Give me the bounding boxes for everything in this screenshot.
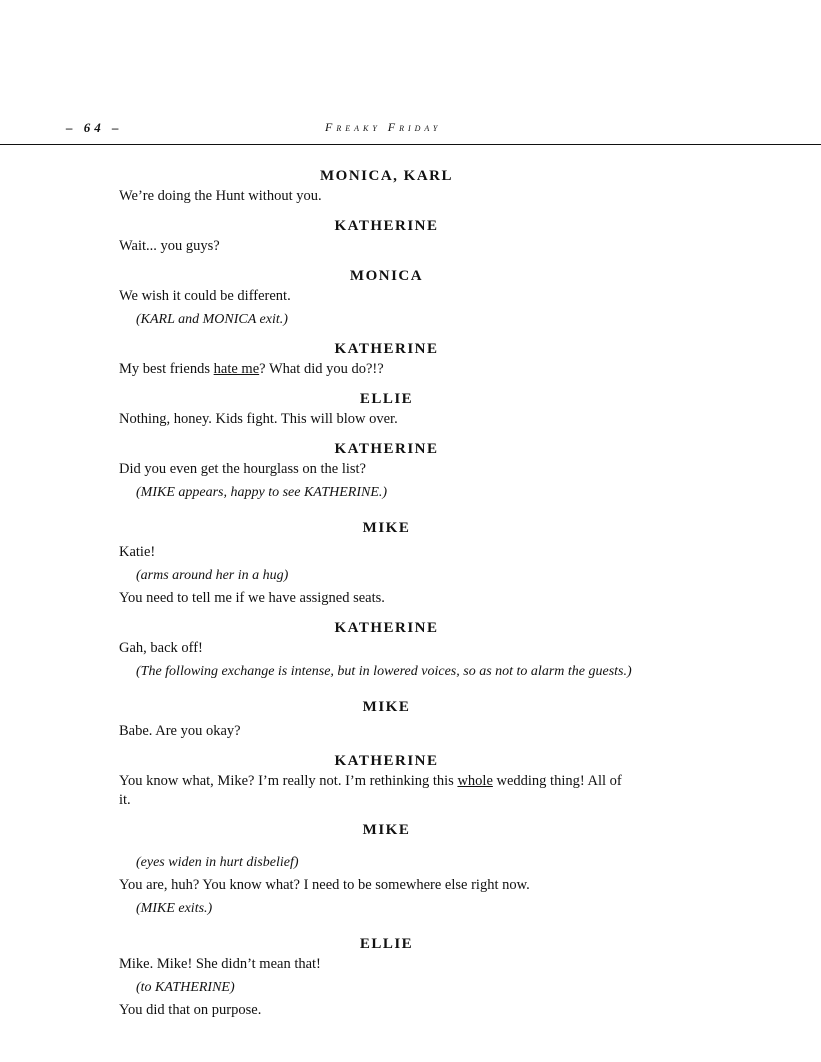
speaker-name: KATHERINE xyxy=(334,620,439,636)
speaker-name: MIKE xyxy=(362,520,411,536)
running-header xyxy=(0,120,821,140)
dialogue-line: Katie! xyxy=(119,544,156,560)
stage-direction: (eyes widen in hurt disbelief) xyxy=(136,855,299,870)
speaker-name: MIKE xyxy=(362,822,411,838)
dialogue-line: You did that on purpose. xyxy=(119,1002,262,1018)
speaker-name: ELLIE xyxy=(359,391,414,407)
dialogue-block xyxy=(119,338,659,379)
dialogue-line: Did you even get the hourglass on the list? xyxy=(119,461,366,477)
dialogue-block xyxy=(119,265,659,329)
stage-direction: (KARL and MONICA exit.) xyxy=(136,312,288,327)
speaker-name: KATHERINE xyxy=(334,341,439,357)
speaker-name: MONICA xyxy=(349,268,424,284)
speaker-name: ELLIE xyxy=(359,936,414,952)
page-number: – 64 – xyxy=(66,120,123,135)
stage-direction: (The following exchange is intense, but in lowered voices, so as not to alarm the guests.) xyxy=(136,664,632,679)
speaker-name: KATHERINE xyxy=(334,218,439,234)
dialogue-block xyxy=(119,750,659,810)
dialogue-text: wedding thing! All of it. xyxy=(119,773,622,808)
speaker-name: KATHERINE xyxy=(334,441,439,457)
stage-direction: (MIKE appears, happy to see KATHERINE.) xyxy=(136,485,388,500)
dialogue-line xyxy=(119,772,634,810)
dialogue-line: You are, huh? You know what? I need to be somewhere else right now. xyxy=(119,877,530,893)
dialogue-line: Gah, back off! xyxy=(119,640,203,656)
dialogue-text: You know what, Mike? I’m really not. I’m rethinking this xyxy=(119,773,458,789)
dialogue-line xyxy=(119,360,659,379)
script-body xyxy=(119,162,659,1020)
speaker-name: MIKE xyxy=(362,699,411,715)
dialogue-line: Babe. Are you okay? xyxy=(119,723,241,739)
stage-direction: (to KATHERINE) xyxy=(136,980,235,995)
stage-direction: (MIKE exits.) xyxy=(136,901,213,916)
header-divider xyxy=(0,144,821,145)
dialogue-block xyxy=(119,617,659,681)
emphasis-text: hate me xyxy=(213,361,260,377)
dialogue-text: My best friends xyxy=(119,361,214,377)
dialogue-block xyxy=(119,388,659,429)
dialogue-line: We’re doing the Hunt without you. xyxy=(119,188,322,204)
dialogue-line: You need to tell me if we have assigned seats. xyxy=(119,590,385,606)
dialogue-block xyxy=(119,696,659,741)
dialogue-line: Mike. Mike! She didn’t mean that! xyxy=(119,956,321,972)
dialogue-line: Nothing, honey. Kids fight. This will blow over. xyxy=(119,411,398,427)
stage-direction: (arms around her in a hug) xyxy=(136,568,289,583)
dialogue-block xyxy=(119,215,659,256)
dialogue-block xyxy=(119,819,659,918)
dialogue-line: We wish it could be different. xyxy=(119,288,291,304)
speaker-name: KATHERINE xyxy=(334,753,439,769)
speaker-name: MONICA, KARL xyxy=(320,168,453,184)
running-title: Freaky Friday xyxy=(325,120,442,134)
dialogue-block xyxy=(119,517,659,608)
dialogue-block xyxy=(119,933,659,1020)
dialogue-text: ? What did you do?!? xyxy=(259,361,384,377)
dialogue-block xyxy=(119,438,659,502)
dialogue-block xyxy=(119,165,659,206)
dialogue-line: Wait... you guys? xyxy=(119,238,220,254)
emphasis-text: whole xyxy=(457,773,493,789)
